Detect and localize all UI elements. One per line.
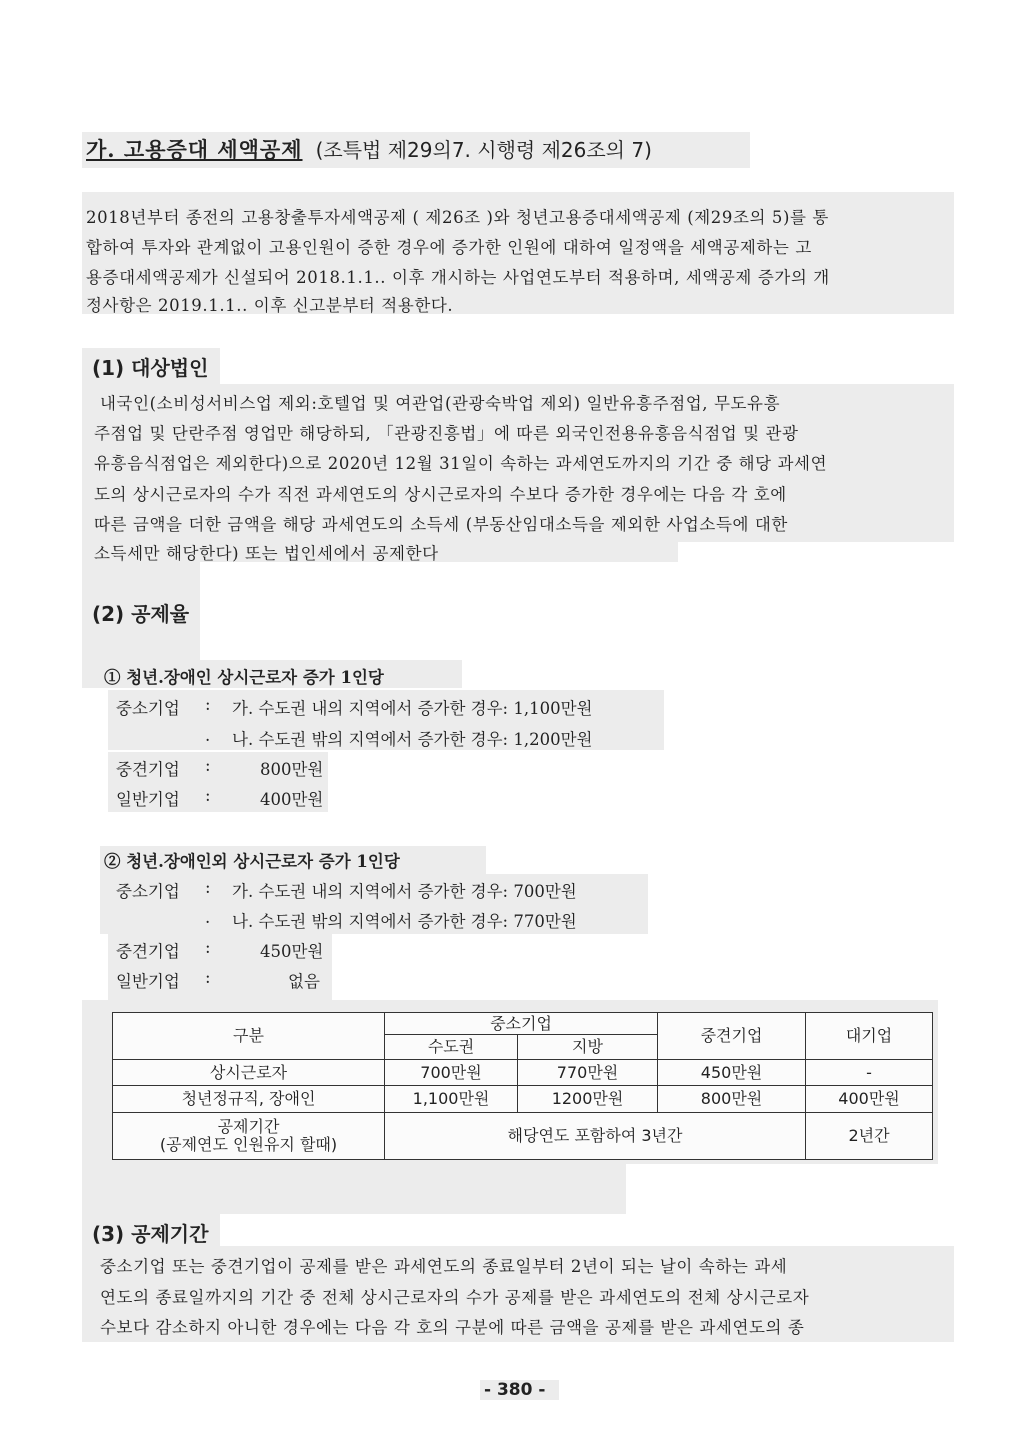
item1-row2-sep: .: [205, 726, 211, 745]
table-row-label: 상시근로자: [113, 1059, 385, 1086]
item2-row4-label: 일반기업: [116, 972, 180, 991]
sec2-heading: (2) 공제율: [92, 602, 190, 626]
item1-row3-sep: :: [205, 756, 211, 775]
table-header-sme: 중소기업: [385, 1013, 658, 1035]
sec3-line-1: 중소기업 또는 중견기업이 공제를 받은 과세연도의 종료일부터 2년이 되는 날이 속하는 과세: [100, 1257, 788, 1276]
sec1-line-4: 도의 상시근로자의 수가 직전 과세연도의 상시근로자의 수보다 증가한 경우에는 다음 각 호에: [94, 485, 787, 504]
sec1-line-6: 소득세만 해당한다) 또는 법인세에서 공제한다: [94, 544, 439, 563]
table-cell: 1,100만원: [385, 1086, 518, 1113]
item1-row1-text: 가. 수도권 내의 지역에서 증가한 경우: 1,100만원: [232, 699, 593, 718]
table-cell: 400만원: [806, 1086, 933, 1113]
sec1-heading: (1) 대상법인: [92, 356, 209, 380]
item1-row3-label: 중견기업: [116, 760, 180, 779]
item1-row2-text: 나. 수도권 밖의 지역에서 증가한 경우: 1,200만원: [232, 730, 593, 749]
sec3-heading: (3) 공제기간: [92, 1222, 209, 1246]
table-period-label: [113, 1113, 385, 1160]
intro-line-4: 정사항은 2019.1.1.. 이후 신고분부터 적용한다.: [86, 296, 454, 315]
section-title-sub: (조특법 제29의7. 시행령 제26조의 7): [315, 138, 652, 162]
table-period-large: 2년간: [806, 1113, 933, 1160]
sec1-line-2: 주점업 및 단란주점 영업만 해당하되, 「관광진흥법」에 따른 외국인전용유흥음식점업 및 관광: [94, 424, 799, 443]
item2-title: ② 청년.장애인외 상시근로자 증가 1인당: [104, 852, 400, 871]
section-title-main: 가. 고용증대 세액공제: [86, 137, 303, 162]
item1-title: ① 청년.장애인 상시근로자 증가 1인당: [104, 668, 384, 687]
intro-line-1: 2018년부터 종전의 고용창출투자세액공제 ( 제26조 )와 청년고용증대세액공제 (제29조의 5)를 통: [86, 208, 829, 227]
item2-row1-sep: :: [205, 878, 211, 897]
sec1-line-3: 유흥음식점업은 제외한다)으로 2020년 12월 31일이 속하는 과세연도까지의 기간 중 해당 과세연: [94, 454, 828, 473]
table-header-large: 대기업: [806, 1013, 933, 1060]
table-header-local: 지방: [518, 1035, 658, 1060]
table-header-capital: 수도권: [385, 1035, 518, 1060]
page-number: - 380 -: [480, 1380, 559, 1400]
table-header-category: 구분: [113, 1013, 385, 1060]
table-cell: 800만원: [658, 1086, 806, 1113]
item2-row3-label: 중견기업: [116, 942, 180, 961]
table-period-label-2: (공제연도 인원유지 할때): [159, 1135, 338, 1154]
table-cell: 450만원: [658, 1059, 806, 1086]
table-cell: 770만원: [518, 1059, 658, 1086]
sec1-line-5: 따른 금액을 더한 금액을 해당 과세연도의 소득세 (부동산임대소득을 제외한 사업소득에 대한: [94, 515, 788, 534]
table-period-label-1: 공제기간: [217, 1116, 280, 1136]
table-cell: 1200만원: [518, 1086, 658, 1113]
intro-line-3: 용증대세액공제가 신설되어 2018.1.1.. 이후 개시하는 사업연도부터 적용하며, 세액공제 증가의 개: [86, 268, 830, 287]
item2-row3-sep: :: [205, 938, 211, 957]
table-cell: -: [806, 1059, 933, 1086]
table-row: [113, 1086, 933, 1113]
item2-row2-sep: .: [205, 908, 211, 927]
item2-row4-sep: :: [205, 968, 211, 987]
table-period-sme-mid: 해당연도 포함하여 3년간: [385, 1113, 806, 1160]
section-title: [86, 134, 652, 164]
item2-row3-text: 450만원: [260, 942, 324, 961]
item1-row4-label: 일반기업: [116, 790, 180, 809]
item1-row1-label: 중소기업: [116, 699, 180, 718]
table-row: [113, 1113, 933, 1160]
item1-row1-sep: :: [205, 695, 211, 714]
item1-row4-sep: :: [205, 786, 211, 805]
table-row: [113, 1059, 933, 1086]
item1-row4-text: 400만원: [260, 790, 324, 809]
item2-row4-text: 없음: [288, 972, 320, 991]
item1-row3-text: 800만원: [260, 760, 324, 779]
table-cell: 700만원: [385, 1059, 518, 1086]
table-row-label: 청년정규직, 장애인: [113, 1086, 385, 1113]
intro-line-2: 합하여 투자와 관계없이 고용인원이 증한 경우에 증가한 인원에 대하여 일정액을 세액공제하는 고: [86, 238, 812, 257]
item2-row1-label: 중소기업: [116, 882, 180, 901]
sec3-line-3: 수보다 감소하지 아니한 경우에는 다음 각 호의 구분에 따른 금액을 공제를 받은 과세연도의 종: [100, 1318, 805, 1337]
sec1-line-1: 내국인(소비성서비스업 제외:호텔업 및 여관업(관광숙박업 제외) 일반유흥주점업, 무도유흥: [100, 394, 781, 413]
table-header-midsize: 중견기업: [658, 1013, 806, 1060]
item2-row2-text: 나. 수도권 밖의 지역에서 증가한 경우: 770만원: [232, 912, 577, 931]
item2-row1-text: 가. 수도권 내의 지역에서 증가한 경우: 700만원: [232, 882, 577, 901]
credit-table: [112, 1012, 933, 1160]
sec3-line-2: 연도의 종료일까지의 기간 중 전체 상시근로자의 수가 공제를 받은 과세연도의 전체 상시근로자: [100, 1288, 810, 1307]
